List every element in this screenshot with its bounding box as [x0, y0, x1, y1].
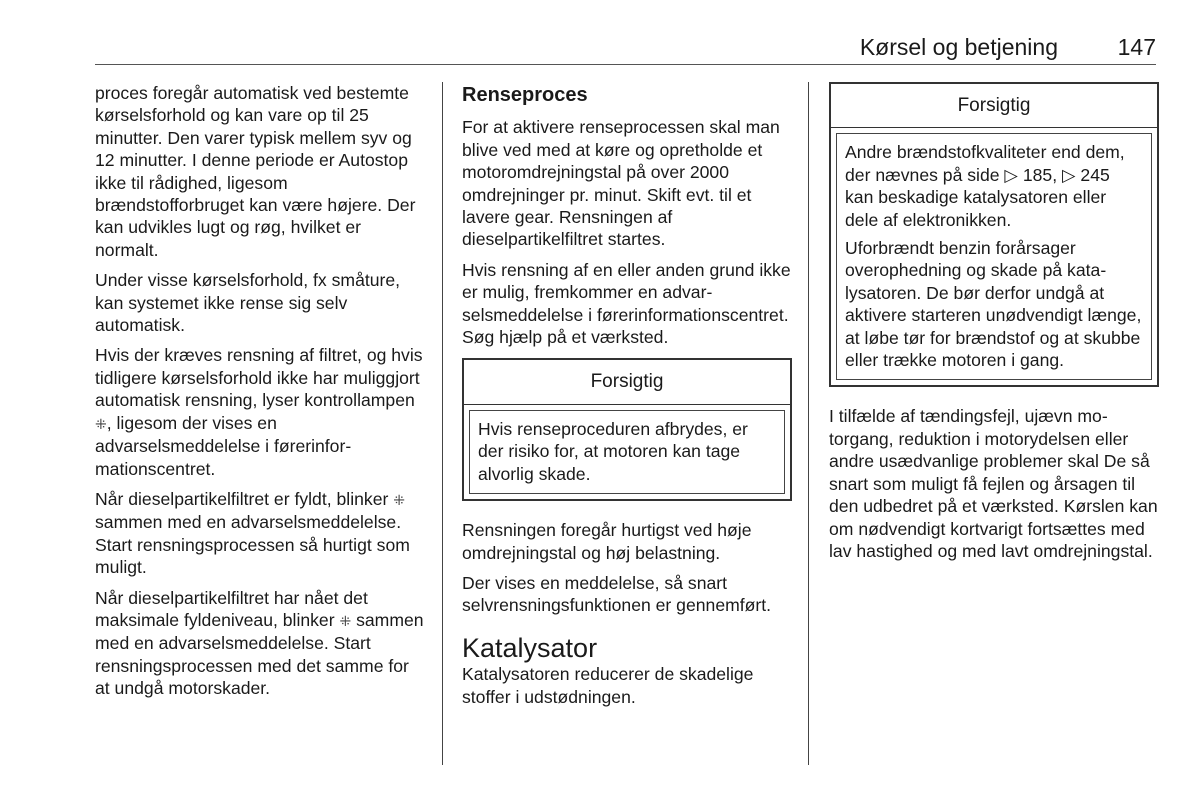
column-left [95, 82, 428, 708]
paragraph: Der vises en meddelelse, så snart selvrensningsfunktionen er gennemført. [462, 572, 772, 616]
caution-title: Forsigtig [464, 360, 790, 404]
chapter-title: Kørsel og betjening [859, 34, 1058, 60]
paragraph: proces foregår automatisk ved bestemte kørselsforhold og kan vare op til 25 minutter. Den varer typisk mellem syv og 12 minutter. I denne periode er Autostop ikke til rådighed, ligesom brændstofforbruget kan være højere. Der kan udvikles lugt og røg, hvilket er normalt. [95, 83, 416, 260]
paragraph: Katalysatoren reducerer de skadelige stoffer i udstødningen. [462, 664, 754, 707]
paragraph: Hvis der kræves rensning af filtret, og hvis tidligere kørselsforhold ikke har muliggjort automatisk rensning, lyser kontrollampen ⁜, ligesom der vises en advarselsmeddelelse i førerinformationscentret. [95, 345, 423, 479]
page-ref-link[interactable]: 185 [1022, 164, 1053, 185]
paragraph: Når dieselpartikelfiltret har nået det maksimale fyldeniveau, blinker ⁜ sammen med en advarselsmeddelelse. Start rensningsprocessen med det samme for at undgå motorskader. [95, 587, 424, 699]
column-right [829, 82, 1159, 570]
caution-body [469, 410, 785, 494]
page-header [95, 30, 1156, 65]
paragraph: Når dieselpartikelfiltret er fyldt, blinker ⁜ sammen med en advarselsmeddelelse. Start rensningsprocessen så hurtigt som muligt. [95, 488, 410, 578]
column-divider [808, 82, 809, 765]
column-divider [442, 82, 443, 765]
paragraph: Rensningen foregår hurtigst ved høje omdrejningstal og høj belastning. [462, 520, 752, 563]
caution-title: Forsigtig [831, 84, 1157, 128]
caution-text: Andre brændstofkvaliteter end dem, der nævnes på side ▷ 185, ▷ 245 kan beskadige katalysatoren eller dele af elektronikken. [845, 142, 1125, 230]
particle-filter-icon: ⁜ [95, 415, 107, 432]
page-ref-arrow-icon: ▷ [1061, 164, 1076, 185]
paragraph: Hvis rensning af en eller anden grund ikke er mulig, fremkommer en advarselsmeddelelse i førerinformationscentret. Søg hjælp på et værksted. [462, 259, 791, 348]
section-heading: Renseproces [462, 84, 588, 106]
caution-text: Uforbrændt benzin forårsager overophedning og skade på katalysatoren. De bør derfor undgå at aktivere starteren unødvendigt længe, at løbe tør for brændstof og at skubbe eller trække motoren i gang. [845, 238, 1142, 371]
paragraph: I tilfælde af tændingsfejl, ujævn motorgang, reduktion i motorydelsen eller andre usædvanlige problemer skal De så snart som muligt få fejlen og årsagen til den udbedret på et værksted. Kørslen kan om nødvendigt kortvarigt fortsættes med lav hastighed og med lavt omdrejningstal. [829, 406, 1158, 561]
caution-box [829, 82, 1159, 387]
paragraph: For at aktivere renseprocessen skal man blive ved med at køre og opretholde et motoromdrejningstal på over 2000 omdrejninger pr. minut. Skift evt. til et lavere gear. Rensningen af dieselpartikelfiltret startes. [462, 117, 780, 250]
paragraph: Under visse kørselsforhold, fx småture, kan systemet ikke rense sig selv automatisk. [95, 270, 401, 336]
particle-filter-icon: ⁜ [339, 612, 352, 629]
page-ref-link[interactable]: 245 [1080, 164, 1110, 185]
page-ref-arrow-icon: ▷ [1004, 164, 1018, 185]
caution-body [836, 133, 1152, 380]
caution-box [462, 358, 792, 501]
particle-filter-icon: ⁜ [393, 491, 405, 508]
caution-text: Hvis renseproceduren afbrydes, er der risiko for, at motoren kan tage alvorlig skade. [478, 418, 748, 484]
column-middle [462, 82, 792, 716]
page-number: 147 [1117, 34, 1156, 60]
section-heading-large: Katalysator [462, 632, 598, 663]
